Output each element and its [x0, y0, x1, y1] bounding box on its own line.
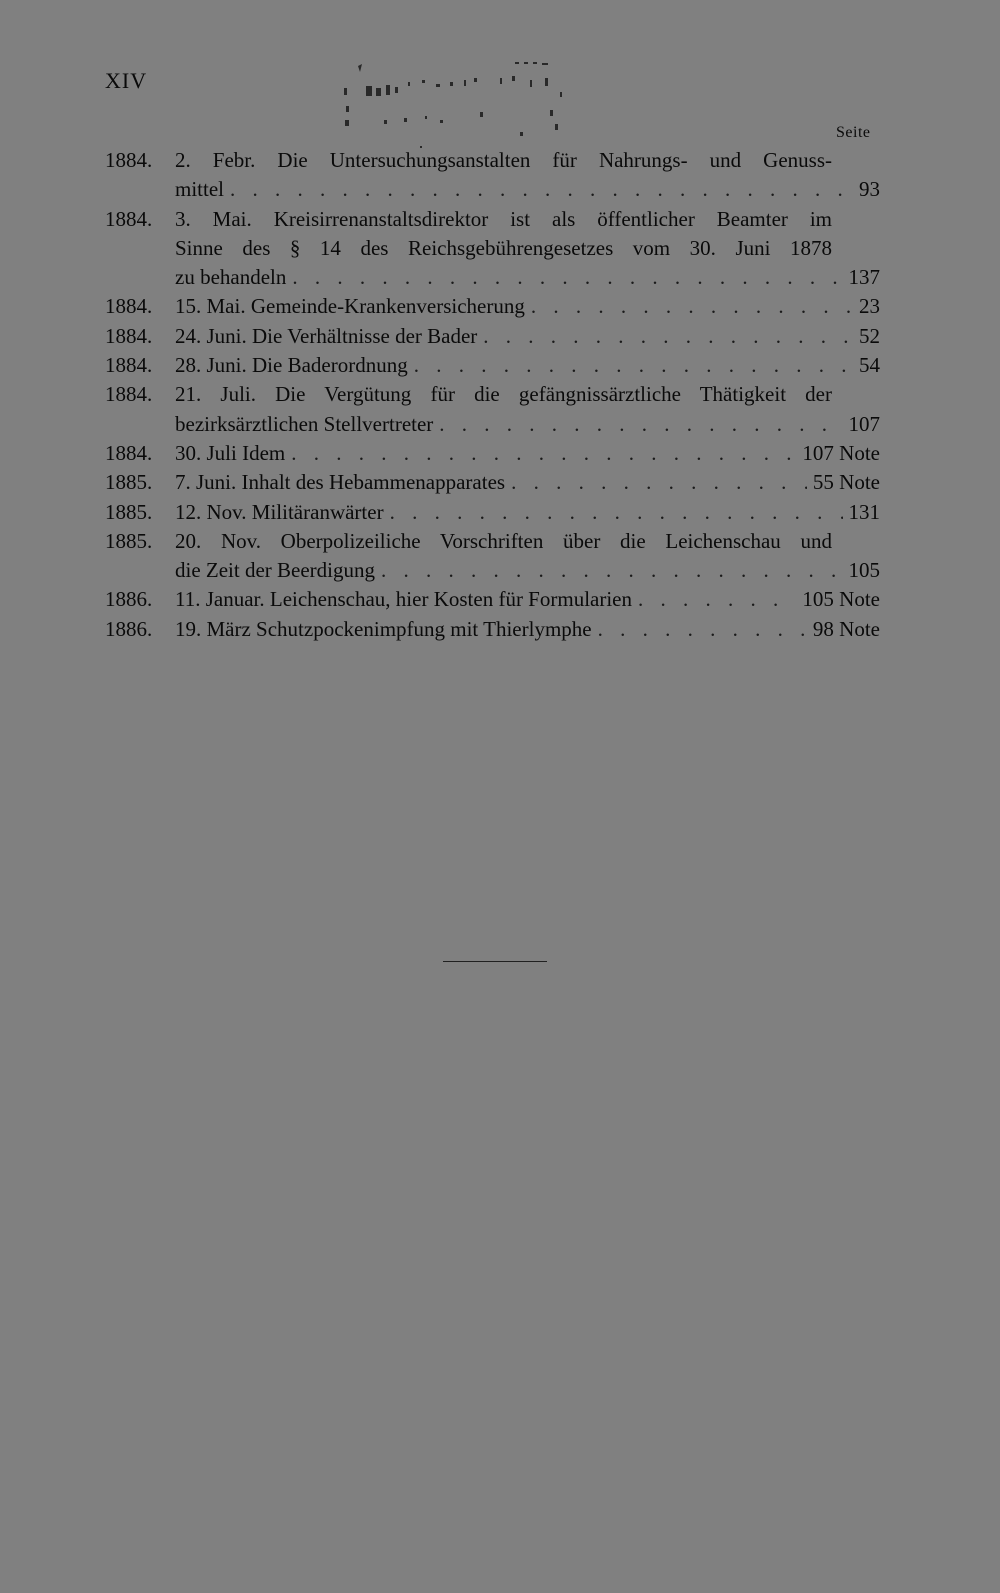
- entry-text: mittel: [175, 177, 224, 202]
- entry-text: bezirksärztlichen Stellvertreter: [175, 411, 434, 436]
- index-entry: [105, 205, 880, 293]
- entry-text: 20. Nov. Oberpolizeiliche Vorschriften über die Leichenschau und: [175, 528, 832, 553]
- entry-year: 1884.: [105, 206, 153, 231]
- entry-year: 1884.: [105, 294, 153, 319]
- page-number: XIV: [105, 68, 148, 93]
- library-stamp: [340, 58, 570, 148]
- entry-year: 1886.: [105, 587, 153, 612]
- index-entry: [105, 380, 880, 439]
- entry-text: Sinne des § 14 des Reichsgebührengesetzes vom 30. Juni 1878: [175, 235, 832, 260]
- entry-page: 131: [848, 499, 880, 524]
- index-entry: [105, 468, 880, 497]
- entry-text: 24. Juni. Die Verhältnisse der Bader: [175, 323, 478, 348]
- entry-page: 98 Note: [812, 616, 880, 641]
- entry-page: 55 Note: [812, 470, 880, 495]
- entry-text: 11. Januar. Leichenschau, hier Kosten für Formularien: [175, 587, 632, 612]
- entry-text: 12. Nov. Militäranwärter: [175, 499, 384, 524]
- dot-leader: [439, 410, 842, 439]
- entry-year: 1886.: [105, 616, 153, 641]
- entry-page: 137: [848, 265, 880, 290]
- entry-page: 105: [848, 558, 880, 583]
- entry-page: 52: [859, 323, 880, 348]
- index-entry: [105, 292, 880, 321]
- index-entry: [105, 146, 880, 205]
- entry-text: die Zeit der Beerdigung: [175, 558, 376, 583]
- end-rule: [443, 961, 547, 962]
- dot-leader: [390, 498, 843, 527]
- index-entry: [105, 322, 880, 351]
- dot-leader: [531, 292, 853, 321]
- entry-text: zu behandeln: [175, 265, 287, 290]
- index-entries: [105, 146, 880, 644]
- index-entry: [105, 527, 880, 586]
- entry-page: 107 Note: [802, 440, 880, 465]
- index-entry: [105, 498, 880, 527]
- index-entry: [105, 585, 880, 614]
- index-entry: [105, 351, 880, 380]
- dot-leader: [598, 615, 807, 644]
- entry-text: 21. Juli. Die Vergütung für die gefängnissärztliche Thätigkeit der: [175, 382, 832, 407]
- dot-leader: [511, 468, 807, 497]
- dot-leader: [291, 439, 796, 468]
- dot-leader: [230, 175, 853, 204]
- dot-leader: [381, 556, 842, 585]
- entry-page: 23: [859, 294, 880, 319]
- dot-leader: [414, 351, 853, 380]
- entry-text: 3. Mai. Kreisirrenanstaltsdirektor ist als öffentlicher Beamter im: [175, 206, 832, 231]
- entry-year: 1884.: [105, 353, 153, 378]
- dot-leader: [638, 585, 796, 614]
- column-heading: Seite: [836, 124, 871, 141]
- entry-text: 28. Juni. Die Baderordnung: [175, 353, 408, 378]
- dot-leader: [483, 322, 853, 351]
- entry-year: 1885.: [105, 470, 153, 495]
- index-entry: [105, 439, 880, 468]
- entry-year: 1885.: [105, 528, 153, 553]
- entry-text: 2. Febr. Die Untersuchungsanstalten für Nahrungs- und Genuss-: [175, 148, 832, 172]
- index-entry: [105, 615, 880, 644]
- entry-page: 105 Note: [802, 587, 880, 612]
- entry-year: 1884.: [105, 323, 153, 348]
- entry-year: 1884.: [105, 440, 153, 465]
- entry-page: 54: [859, 353, 880, 378]
- entry-page: 93: [859, 177, 880, 202]
- entry-text: 7. Juni. Inhalt des Hebammenapparates: [175, 470, 506, 495]
- entry-year: 1885.: [105, 499, 153, 524]
- entry-text: 30. Juli Idem: [175, 440, 286, 465]
- entry-year: 1884.: [105, 382, 153, 407]
- entry-text: 15. Mai. Gemeinde-Krankenversicherung: [175, 294, 525, 319]
- entry-year: 1884.: [105, 148, 153, 172]
- entry-text: 19. März Schutzpockenimpfung mit Thierlymphe: [175, 616, 592, 641]
- entry-page: 107: [848, 411, 880, 436]
- dot-leader: [292, 263, 842, 292]
